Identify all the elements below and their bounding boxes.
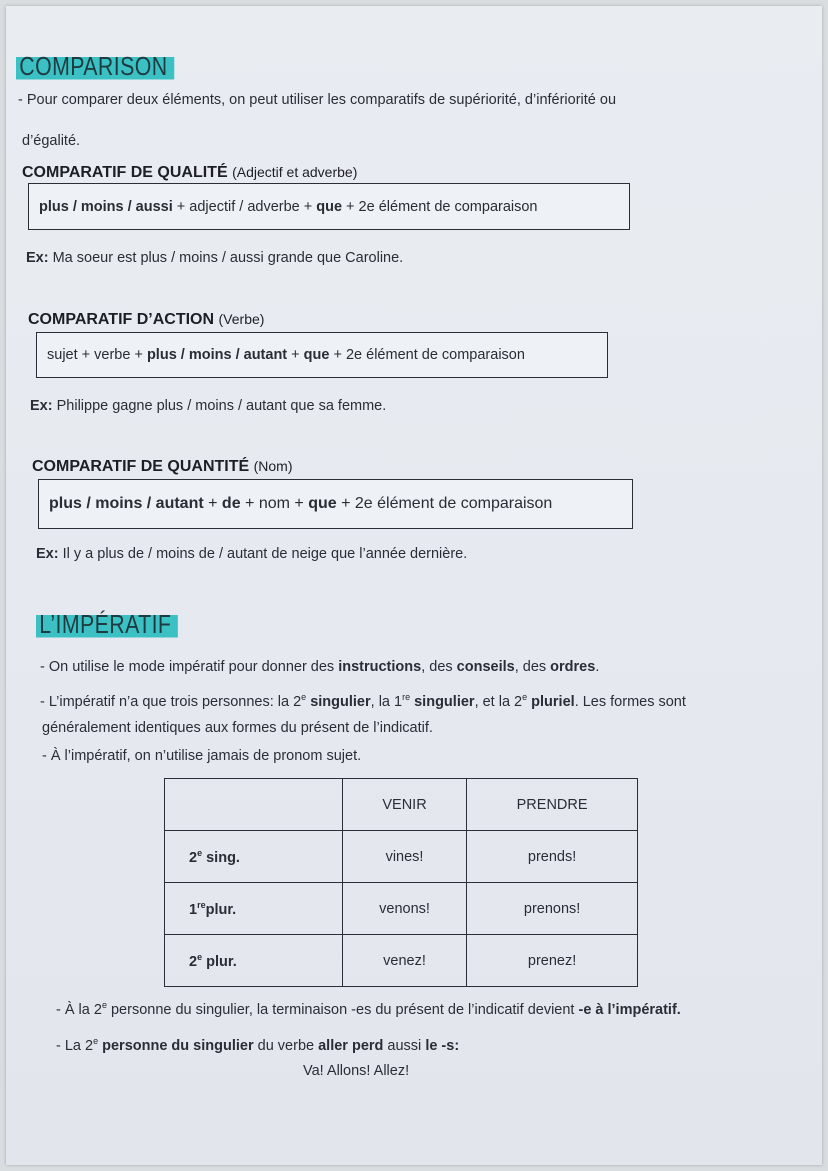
n2-sup: e [93,1036,99,1046]
table-cell: venons! [342,883,466,935]
table-header-cell: PRENDRE [467,779,638,831]
conjugation-table [164,778,638,987]
table-row-label [165,831,343,883]
table-row-label [165,935,343,987]
b2-part: , et la 2 [474,693,523,710]
n2-part: personne du singulier [98,1037,254,1054]
n1-part: - À la 2 [56,1001,102,1018]
quantite-formula-part: que [308,495,337,512]
row-sup: e [197,951,203,962]
table-row [165,935,638,987]
b2-part: pluriel [527,693,575,710]
action-example [30,398,386,414]
table-cell: venez! [342,935,466,987]
table-cell: prenez! [467,935,638,987]
action-formula-box [36,332,608,378]
qualite-formula-part: plus / moins / aussi [39,198,173,215]
n2-part: - La 2 [56,1037,94,1054]
imperatif-aller-example: Va! Allons! Allez! [303,1063,410,1079]
quantite-formula-part: + [203,495,222,512]
table-header-cell: VENIR [342,779,466,831]
action-formula-part: + 2e élément de comparaison [329,347,525,363]
b1-part: ordres [550,659,596,675]
action-title: COMPARATIF D’ACTION [28,311,215,328]
n2-part: aussi [383,1037,426,1054]
qualite-title: COMPARATIF DE QUALITÉ [22,164,228,181]
comparison-intro-line-2: d’égalité. [22,133,81,149]
row-sup: re [197,899,206,910]
b2-sup: e [301,692,307,702]
imperatif-bullet-1 [40,659,599,675]
qualite-paren: (Adjectif et adverbe) [232,164,358,180]
imperatif-bullet-2-line-2: généralement identiques aux formes du présent de l’indicatif. [42,720,433,736]
quantite-formula-part: plus / moins / autant [49,495,204,512]
action-example-label: Ex: [30,398,53,414]
comparison-heading: COMPARISON [16,51,174,82]
row-sup: e [197,847,203,858]
qualite-formula-box [28,183,630,230]
table-cell: vines! [342,831,466,883]
imperatif-bullet-3: - À l’impératif, on n’utilise jamais de pronom sujet. [42,748,362,764]
b2-part: , la 1 [370,693,403,710]
qualite-formula-part: que [316,198,343,215]
n2-part: le -s: [425,1037,460,1054]
quantite-title: COMPARATIF DE QUANTITÉ [32,458,250,475]
b2-sup: re [402,692,411,702]
b1-part: . [595,659,600,675]
qualite-example-text: Ma soeur est plus / moins / aussi grande que Caroline. [48,250,404,266]
table-header-row [165,779,638,831]
b2-part: . Les formes sont [574,693,686,710]
action-paren: (Verbe) [218,311,265,327]
imperatif-heading: L’IMPÉRATIF [36,609,178,640]
imperatif-note-2 [56,1036,459,1054]
action-subheading [28,311,264,329]
quantite-paren: (Nom) [253,458,293,474]
n2-part: du verbe [253,1037,319,1054]
action-formula-part: + [287,347,304,363]
b1-part: , des [514,659,551,675]
qualite-example [26,250,403,266]
action-formula-part: que [303,347,330,363]
imperatif-note-1 [56,1000,681,1018]
row-label: plur. [202,953,237,970]
comparison-intro-line-1: - Pour comparer deux éléments, on peut utiliser les comparatifs de supériorité, d’infériorité ou [18,92,617,108]
quantite-subheading [32,458,293,476]
table-cell: prends! [467,831,638,883]
table-header-cell [165,779,343,831]
imperatif-bullet-2 [40,692,686,710]
table-row [165,831,638,883]
row-num: 1 [189,901,198,918]
row-num: 2 [189,849,198,866]
b1-part: instructions [338,659,422,675]
n1-part: -e à l’impératif. [578,1001,681,1018]
row-label: plur. [205,901,237,918]
qualite-formula-part: + 2e élément de comparaison [342,198,538,215]
n2-part: aller perd [318,1037,384,1054]
b2-part: singulier [410,693,475,710]
row-label: sing. [202,849,240,866]
quantite-formula-part: + nom + [240,495,309,512]
quantite-example-text: Il y a plus de / moins de / autant de neige que l’année dernière. [58,546,468,562]
action-formula-part: sujet + verbe + [47,347,147,363]
b1-part: - On utilise le mode impératif pour donner des [40,659,339,675]
n1-part: personne du singulier, la terminaison -es du présent de l’indicatif devient [106,1001,579,1018]
quantite-formula-box [38,479,633,529]
table-cell: prenons! [467,883,638,935]
qualite-example-label: Ex: [26,250,49,266]
quantite-example-label: Ex: [36,546,59,562]
row-num: 2 [189,953,198,970]
b1-part: , des [421,659,457,675]
table-row-label [165,883,343,935]
quantite-example [36,546,467,562]
qualite-formula-part: + adjectif / adverbe + [172,198,317,215]
b2-part: - L’impératif n’a que trois personnes: la 2 [40,693,302,710]
n1-sup: e [101,1000,107,1010]
b2-part: singulier [306,693,371,710]
quantite-formula-part: + 2e élément de comparaison [336,495,553,512]
b1-part: conseils [456,659,515,675]
action-formula-part: plus / moins / autant [146,347,288,363]
qualite-subheading [22,164,357,182]
action-example-text: Philippe gagne plus / moins / autant que sa femme. [52,398,387,414]
table-row [165,883,638,935]
b2-sup: e [522,692,528,702]
quantite-formula-part: de [221,495,241,512]
document-page [6,6,822,1165]
